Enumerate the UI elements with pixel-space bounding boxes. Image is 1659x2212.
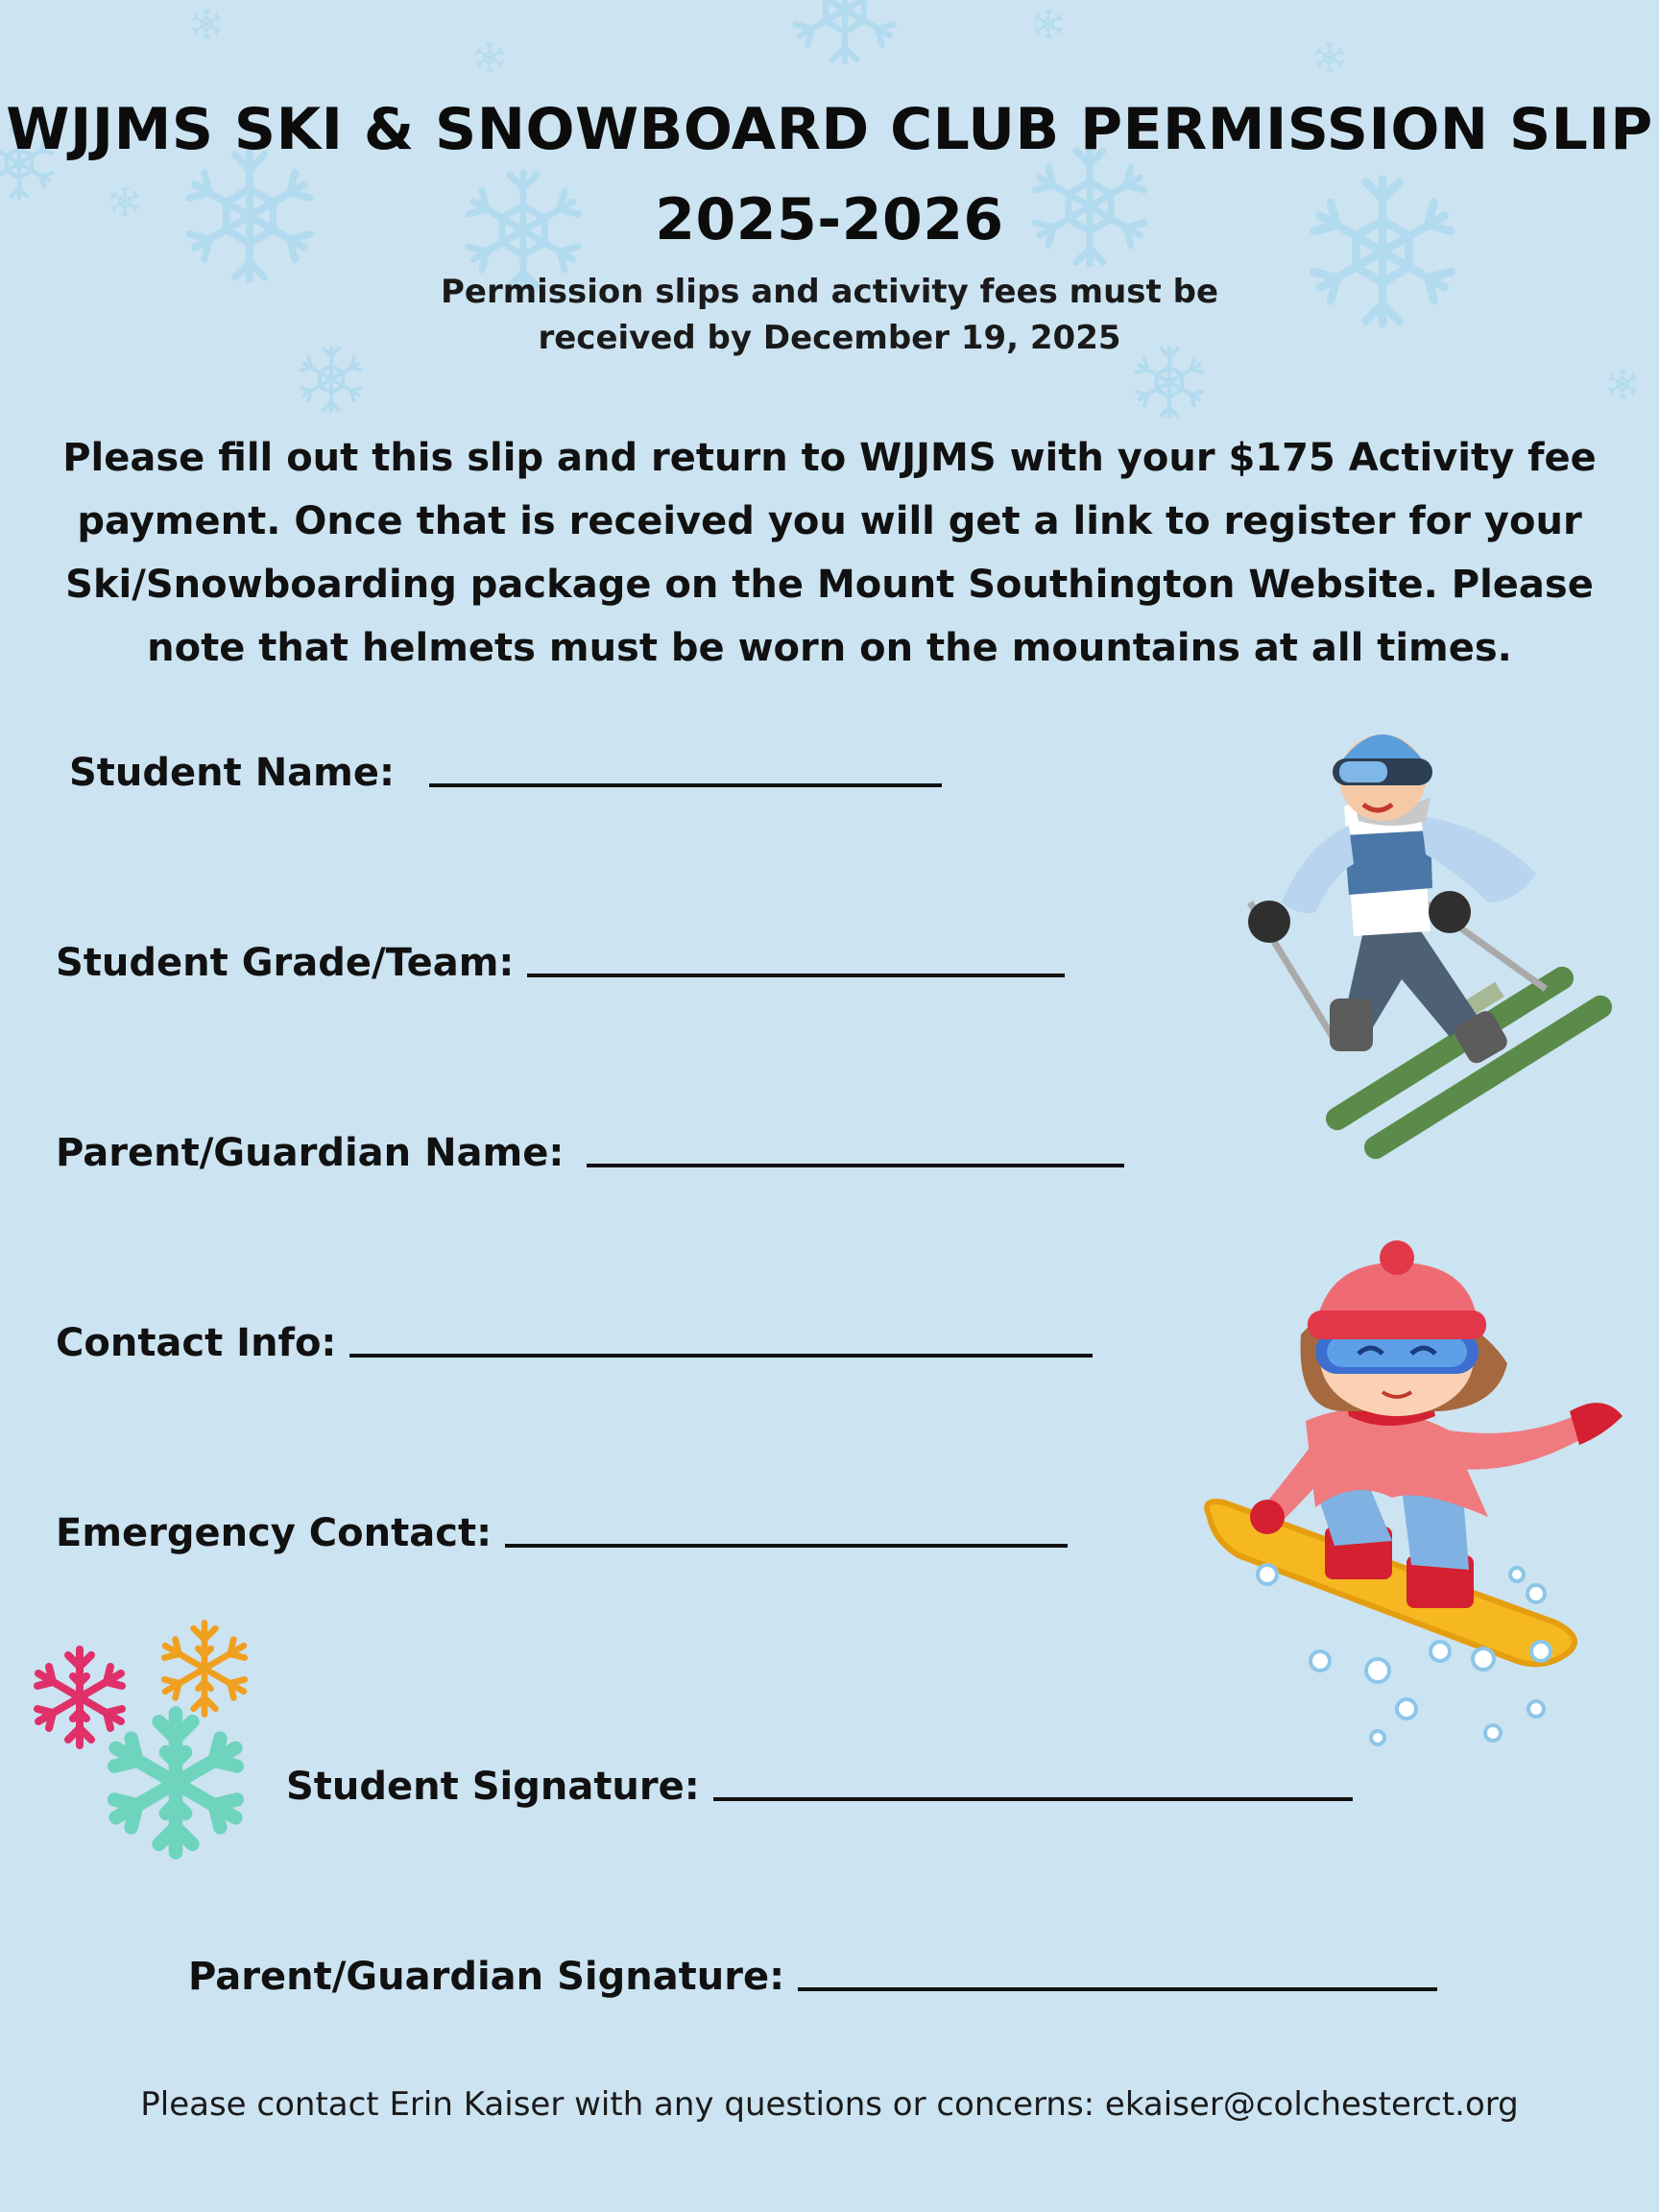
deadline-notice — [0, 269, 1659, 361]
deadline-line-1: Permission slips and activity fees must be — [440, 273, 1219, 311]
student-grade-label: Student Grade/Team: — [56, 941, 515, 985]
student-grade-field[interactable] — [56, 939, 1065, 985]
parent-name-line[interactable] — [587, 1129, 1124, 1167]
student-name-field[interactable] — [69, 749, 942, 795]
parent-signature-field[interactable] — [188, 1953, 1437, 1999]
emergency-contact-field[interactable] — [56, 1509, 1068, 1555]
page-title: WJJMS SKI & SNOWBOARD CLUB PERMISSION SLIP 2025-2026 — [6, 96, 1653, 253]
contact-footer: Please contact Erin Kaiser with any questions or concerns: ekaiser@colchesterct.org — [140, 2085, 1519, 2124]
deadline-line-2: received by December 19, 2025 — [538, 319, 1121, 357]
parent-signature-line[interactable] — [798, 1953, 1437, 1991]
student-grade-line[interactable] — [527, 939, 1065, 977]
emergency-contact-label: Emergency Contact: — [56, 1511, 493, 1555]
student-name-line[interactable] — [429, 749, 942, 787]
parent-name-label: Parent/Guardian Name: — [56, 1131, 565, 1175]
parent-signature-label: Parent/Guardian Signature: — [188, 1955, 785, 1999]
instructions-paragraph: Please fill out this slip and return to WJJMS with your $175 Activity fee payment. Once that is received you will get a link to register for your Ski/Snowboarding package on the Mount Southington Website. Please note that helmets must be worn on the mountains at all times. — [62, 436, 1597, 670]
snowflake-icon — [19, 1613, 288, 1882]
contact-info-label: Contact Info: — [56, 1321, 337, 1365]
contact-info-field[interactable] — [56, 1319, 1093, 1365]
skier-illustration — [1229, 710, 1613, 1152]
student-name-label: Student Name: — [69, 751, 395, 795]
student-signature-field[interactable] — [286, 1763, 1353, 1809]
snowboarder-illustration — [1200, 1248, 1642, 1747]
emergency-contact-line[interactable] — [505, 1509, 1068, 1548]
student-signature-label: Student Signature: — [286, 1765, 700, 1809]
parent-name-field[interactable] — [56, 1129, 1124, 1175]
contact-info-line[interactable] — [349, 1319, 1093, 1358]
student-signature-line[interactable] — [713, 1763, 1353, 1801]
